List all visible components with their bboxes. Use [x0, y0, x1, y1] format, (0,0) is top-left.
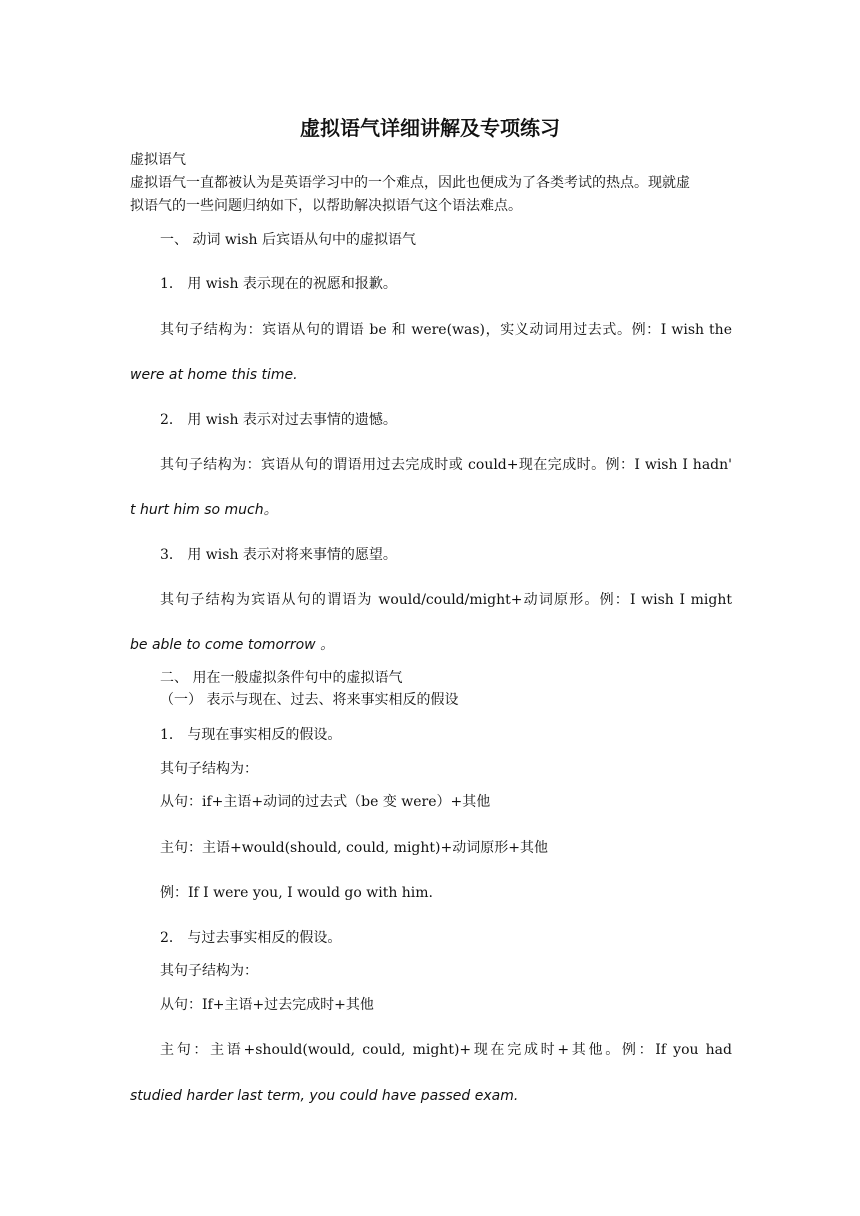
s1-item1-head: 1． 用 wish 表示现在的祝愿和报歉。	[160, 276, 397, 292]
doc-heading: 虚拟语气	[130, 152, 186, 168]
s2-item2-main2: studied harder last term, you could have passed exam.	[130, 1088, 519, 1104]
s1-item3-head: 3． 用 wish 表示对将来事情的愿望。	[160, 547, 397, 563]
s1-item3-line1: 其句子结构为宾语从句的谓语为 would/could/might+动词原形。例：I wish I might	[160, 592, 732, 608]
section2-subtitle: （一） 表示与现在、过去、将来事实相反的假设	[160, 692, 459, 708]
page-title: 虚拟语气详细讲解及专项练习	[300, 116, 560, 140]
s2-item2-main: 主句：主语+should(would, could, might)+现在完成时+其他。例：If you had	[160, 1042, 732, 1058]
s1-item3-line2: be able to come tomorrow 。	[130, 637, 335, 653]
s1-item1-line1: 其句子结构为：宾语从句的谓语 be 和 were(was)，实义动词用过去式。例：I wish the	[160, 322, 732, 338]
s2-item1-main: 主句：主语+would(should, could, might)+动词原形+其他	[160, 840, 548, 856]
s1-item1-line2: were at home this time.	[130, 367, 298, 383]
s2-item2-clause: 从句：If+主语+过去完成时+其他	[160, 997, 374, 1013]
s1-item2-head: 2． 用 wish 表示对过去事情的遗憾。	[160, 412, 397, 428]
s2-item2-head: 2． 与过去事实相反的假设。	[160, 930, 342, 946]
section2-title: 二、 用在一般虚拟条件句中的虚拟语气	[160, 670, 403, 686]
s2-item1-structure: 其句子结构为：	[160, 761, 258, 777]
s1-item2-line2: t hurt him so much。	[130, 502, 278, 518]
s2-item2-structure: 其句子结构为：	[160, 963, 258, 979]
intro-line-2: 拟语气的一些问题归纳如下，以帮助解决拟语气这个语法难点。	[130, 198, 522, 214]
section1-title: 一、 动词 wish 后宾语从句中的虚拟语气	[160, 232, 417, 248]
s1-item2-line1: 其句子结构为：宾语从句的谓语用过去完成时或 could+现在完成时。例：I wish I hadn'	[160, 457, 732, 473]
intro-line-1: 虚拟语气一直都被认为是英语学习中的一个难点，因此也便成为了各类考试的热点。现就虚	[130, 175, 690, 191]
s2-item1-clause: 从句：if+主语+动词的过去式（be 变 were）+其他	[160, 794, 491, 810]
s2-item1-example: 例：If I were you, I would go with him.	[160, 885, 434, 901]
s2-item1-head: 1． 与现在事实相反的假设。	[160, 727, 342, 743]
